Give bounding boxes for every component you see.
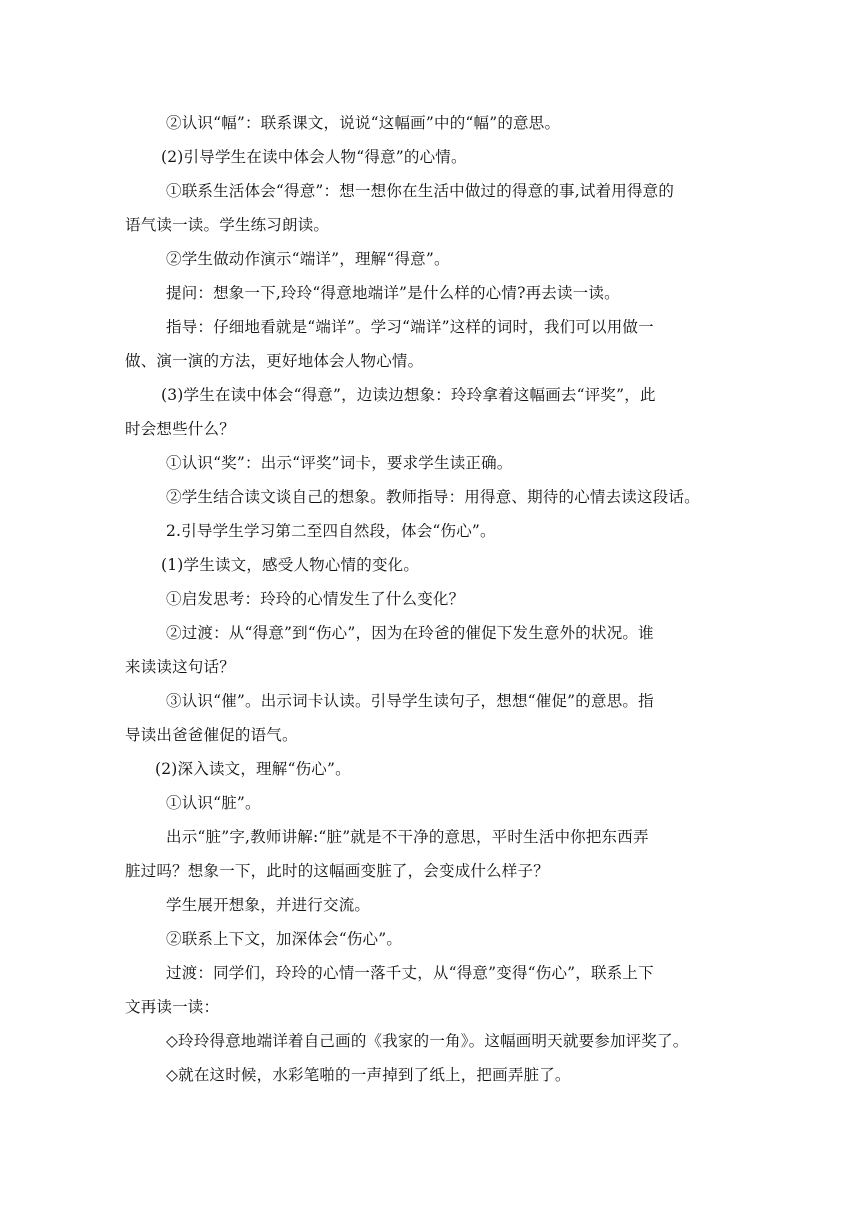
- text-line: 提问：想象一下,玲玲“得意地端详”是什么样的心情?再去读一读。: [166, 284, 620, 302]
- text-line: 来读读这句话？: [125, 658, 235, 676]
- text-line: ◇就在这时候，水彩笔啪的一声掉到了纸上，把画弄脏了。: [166, 1066, 571, 1084]
- text-line: 文再读一读：: [125, 998, 220, 1016]
- text-line: 2.引导学生学习第二至四自然段，体会“伤心”。: [166, 522, 496, 540]
- text-line: ①联系生活体会“得意”：想一想你在生活中做过的得意的事,试着用得意的: [166, 182, 675, 200]
- text-line: 指导：仔细地看就是“端详”。学习“端详”这样的词时，我们可以用做一: [166, 318, 654, 336]
- text-line: 时会想些什么？: [125, 420, 235, 438]
- text-line: ②过渡：从“得意”到“伤心”，因为在玲爸的催促下发生意外的状况。谁: [166, 624, 654, 642]
- document-body: [125, 106, 737, 1092]
- text-line: ①认识“奖”：出示“评奖”词卡，要求学生读正确。: [166, 454, 513, 472]
- text-line: 脏过吗？想象一下，此时的这幅画变脏了，会变成什么样子？: [125, 862, 549, 880]
- text-line: ②联系上下文，加深体会“伤心”。: [166, 930, 403, 948]
- text-line: ①认识“脏”。: [166, 794, 261, 812]
- text-line: (3)学生在读中体会“得意”，边读边想象：玲玲拿着这幅画去“评奖”，此: [161, 386, 656, 404]
- text-line: ②学生结合读文谈自己的想象。教师指导：用得意、期待的心情去读这段话。: [166, 488, 700, 506]
- text-line: ②认识“幅”：联系课文，说说“这幅画”中的“幅”的意思。: [166, 114, 561, 132]
- text-line: 过渡：同学们，玲玲的心情一落千丈，从“得意”变得“伤心”，联系上下: [166, 964, 654, 982]
- text-line: 出示“脏”字,教师讲解:“脏”就是不干净的意思，平时生活中你把东西弄: [166, 828, 649, 846]
- text-line: 导读出爸爸催促的语气。: [125, 726, 298, 744]
- text-line: ◇玲玲得意地端详着自己画的《我家的一角》。这幅画明天就要参加评奖了。: [166, 1032, 689, 1050]
- text-line: ②学生做动作演示“端详”，理解“得意”。: [166, 250, 450, 268]
- text-line: 做、演一演的方法，更好地体会人物心情。: [125, 352, 424, 370]
- text-line: ①启发思考：玲玲的心情发生了什么变化？: [166, 590, 465, 608]
- text-line: 学生展开想象，并进行交流。: [166, 896, 371, 914]
- text-line: (1)学生读文，感受人物心情的变化。: [161, 556, 420, 574]
- text-line: (2)深入读文，理解“伤心”。: [155, 760, 351, 778]
- text-line: ③认识“催”。出示词卡认读。引导学生读句子，想想“催促”的意思。指: [166, 692, 654, 710]
- text-line: 语气读一读。学生练习朗读。: [125, 216, 330, 234]
- text-line: (2)引导学生在读中体会人物“得意”的心情。: [161, 148, 467, 166]
